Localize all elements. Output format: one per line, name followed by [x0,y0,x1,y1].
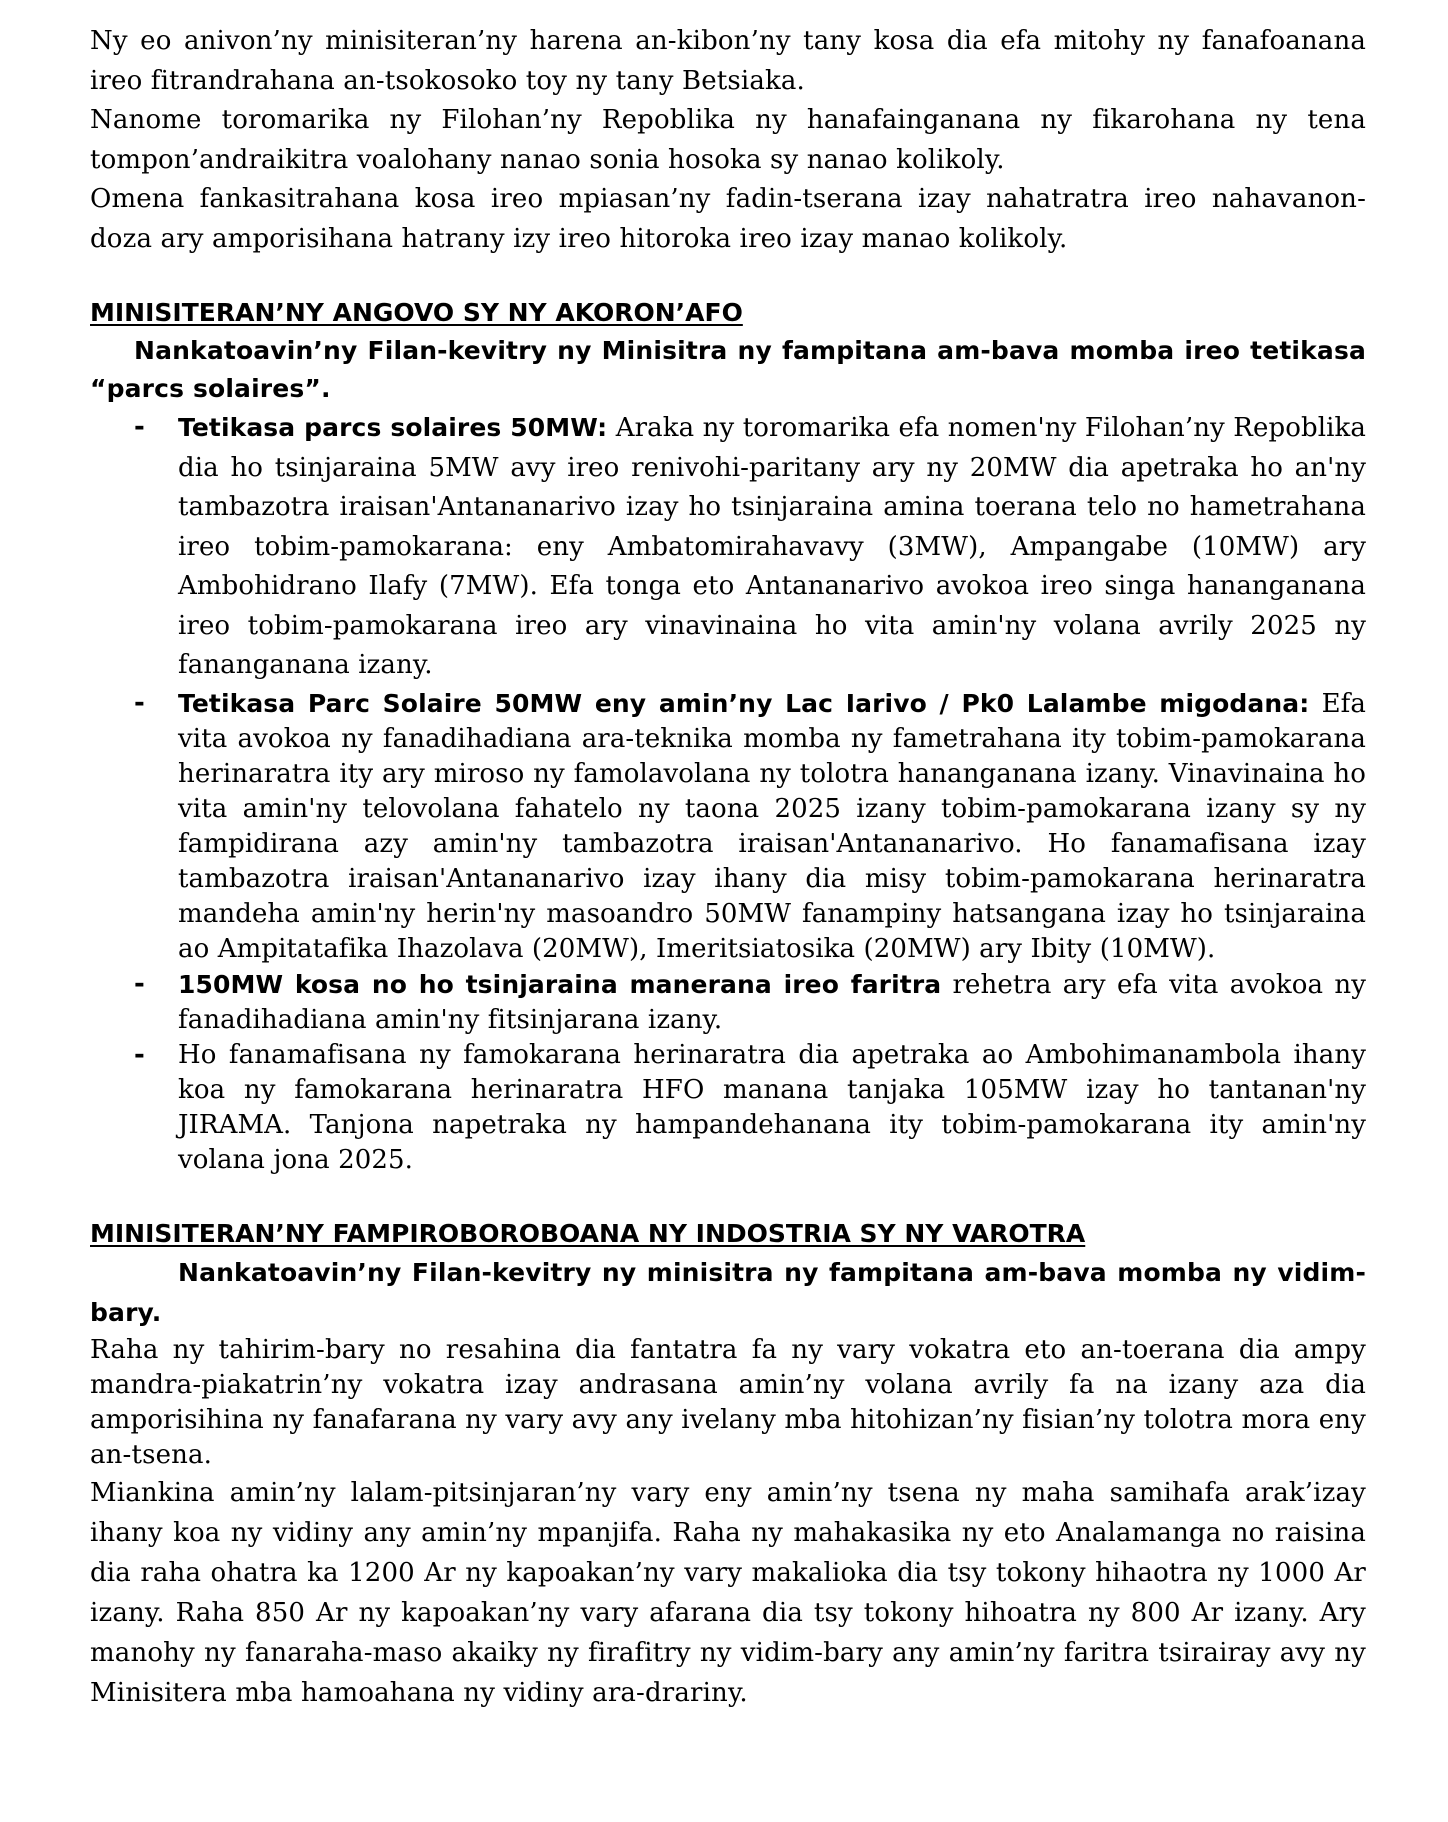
section-lead-industry: Nankatoavin’ny Filan-kevitry ny minisitra ny fampitana am-bava momba ny vidim-bary. [90,1257,1366,1327]
list-item [90,1038,1366,1178]
list-bullet: - [134,687,145,718]
section-industry [90,1214,1366,1713]
intro-paragraph-1: Ny eo anivon’ny minisiteran’ny harena an-kibon’ny tany kosa dia efa mitohy ny fanafoanana ireo fitrandrahana an-tsokosoko toy ny tany Betsiaka. [90,26,1366,96]
intro-block [90,22,1366,259]
list-bullet: - [134,968,145,999]
energy-item-list [90,408,1366,1178]
section-energy [90,293,1366,1178]
document-page [90,22,1366,1713]
list-item [90,408,1366,686]
item-text: Araka ny toromarika efa nomen'ny Filohan’ny Repoblika dia ho tsinjaraina 5MW avy ireo renivohi-paritany ary ny 20MW dia apetraka ho an'ny tambazotra iraisan'Antananarivo izay ho tsinjaraina amina toerana telo no hametrahana ireo tobim-pamokarana: eny Ambatomirahavavy (3MW), Ampangabe (10MW) ary Ambohidrano Ilafy (7MW). Efa tonga eto Antananarivo avokoa ireo singa hananganana ireo tobim-pamokarana ireo ary vinavinaina ho vita amin'ny volana avrily 2025 ny fananganana izany. [178,413,1366,680]
section-heading-energy: MINISITERAN’NY ANGOVO SY NY AKORON’AFO [90,298,743,327]
item-text: Ho fanamafisana ny famokarana herinaratra dia apetraka ao Ambohimanambola ihany koa ny famokarana herinaratra HFO manana tanjaka 105MW izay ho tantanan'ny JIRAMA. Tanjona napetraka ny hampandehanana ity tobim-pamokarana ity amin'ny volana jona 2025. [178,1039,1366,1175]
list-bullet: - [134,1039,145,1070]
list-item [90,686,1366,967]
intro-paragraph-2: Nanome toromarika ny Filohan’ny Repoblika ny hanafainganana ny fikarohana ny tena tompon’andraikitra voalohany nanao sonia hosoka sy nanao kolikoly. [90,105,1366,175]
list-bullet: - [134,412,145,442]
list-item [90,967,1366,1038]
industry-paragraph-2: Miankina amin’ny lalam-pitsinjaran’ny vary eny amin’ny tsena ny maha samihafa arak’izay ihany koa ny vidiny any amin’ny mpanjifa. Raha ny mahakasika ny eto Analamanga no raisina dia raha ohatra ka 1200 Ar ny kapoakan’ny vary makalioka dia tsy tokony hihaotra ny 1000 Ar izany. Raha 850 Ar ny kapoakan’ny vary afarana dia tsy tokony hihoatra ny 800 Ar izany. Ary manohy ny fanaraha-maso akaiky ny firafitry ny vidim-bary any amin’ny faritra tsirairay avy ny Minisitera mba hamoahana ny vidiny ara-drariny. [90,1477,1366,1708]
section-heading-industry: MINISITERAN’NY FAMPIROBOROBOANA NY INDOSTRIA SY NY VAROTRA [90,1218,1086,1248]
item-title: Tetikasa parcs solaires 50MW: [178,413,608,442]
industry-paragraph-1: Raha ny tahirim-bary no resahina dia fantatra fa ny vary vokatra eto an-toerana dia ampy mandra-piakatrin’ny vokatra izay andrasana amin’ny volana avrily fa na izany aza dia amporisihina ny fanafarana ny vary avy any ivelany mba hitohizan’ny fisian’ny tolotra mora eny an-tsena. [90,1334,1366,1470]
section-lead-energy: Nankatoavin’ny Filan-kevitry ny Minisitra ny fampitana am-bava momba ireo tetikasa “parcs solaires”. [90,336,1366,403]
item-title: Tetikasa Parc Solaire 50MW eny amin’ny Lac Iarivo / Pk0 Lalambe migodana: [178,688,1310,718]
item-text: Efa vita avokoa ny fanadihadiana ara-teknika momba ny fametrahana ity tobim-pamokarana herinaratra ity ary miroso ny famolavolana ny tolotra hananganana izany. Vinavinaina ho vita amin'ny telovolana fahatelo ny taona 2025 izany tobim-pamokarana izany sy ny fampidirana azy amin'ny tambazotra iraisan'Antananarivo. Ho fanamafisana izay tambazotra iraisan'Antananarivo izay ihany dia misy tobim-pamokarana herinaratra mandeha amin'ny herin'ny masoandro 50MW fanampiny hatsangana izay ho tsinjaraina ao Ampitatafika Ihazolava (20MW), Imeritsiatosika (20MW) ary Ibity (10MW). [178,688,1366,964]
item-title: 150MW kosa no ho tsinjaraina manerana ireo faritra [178,969,942,999]
item-text: rehetra ary efa vita avokoa ny fanadihadiana amin'ny fitsinjarana izany. [178,969,1366,1035]
intro-paragraph-3: Omena fankasitrahana kosa ireo mpiasan’ny fadin-tserana izay nahatratra ireo nahavanon-doza ary amporisihana hatrany izy ireo hitoroka ireo izay manao kolikoly. [90,184,1366,254]
